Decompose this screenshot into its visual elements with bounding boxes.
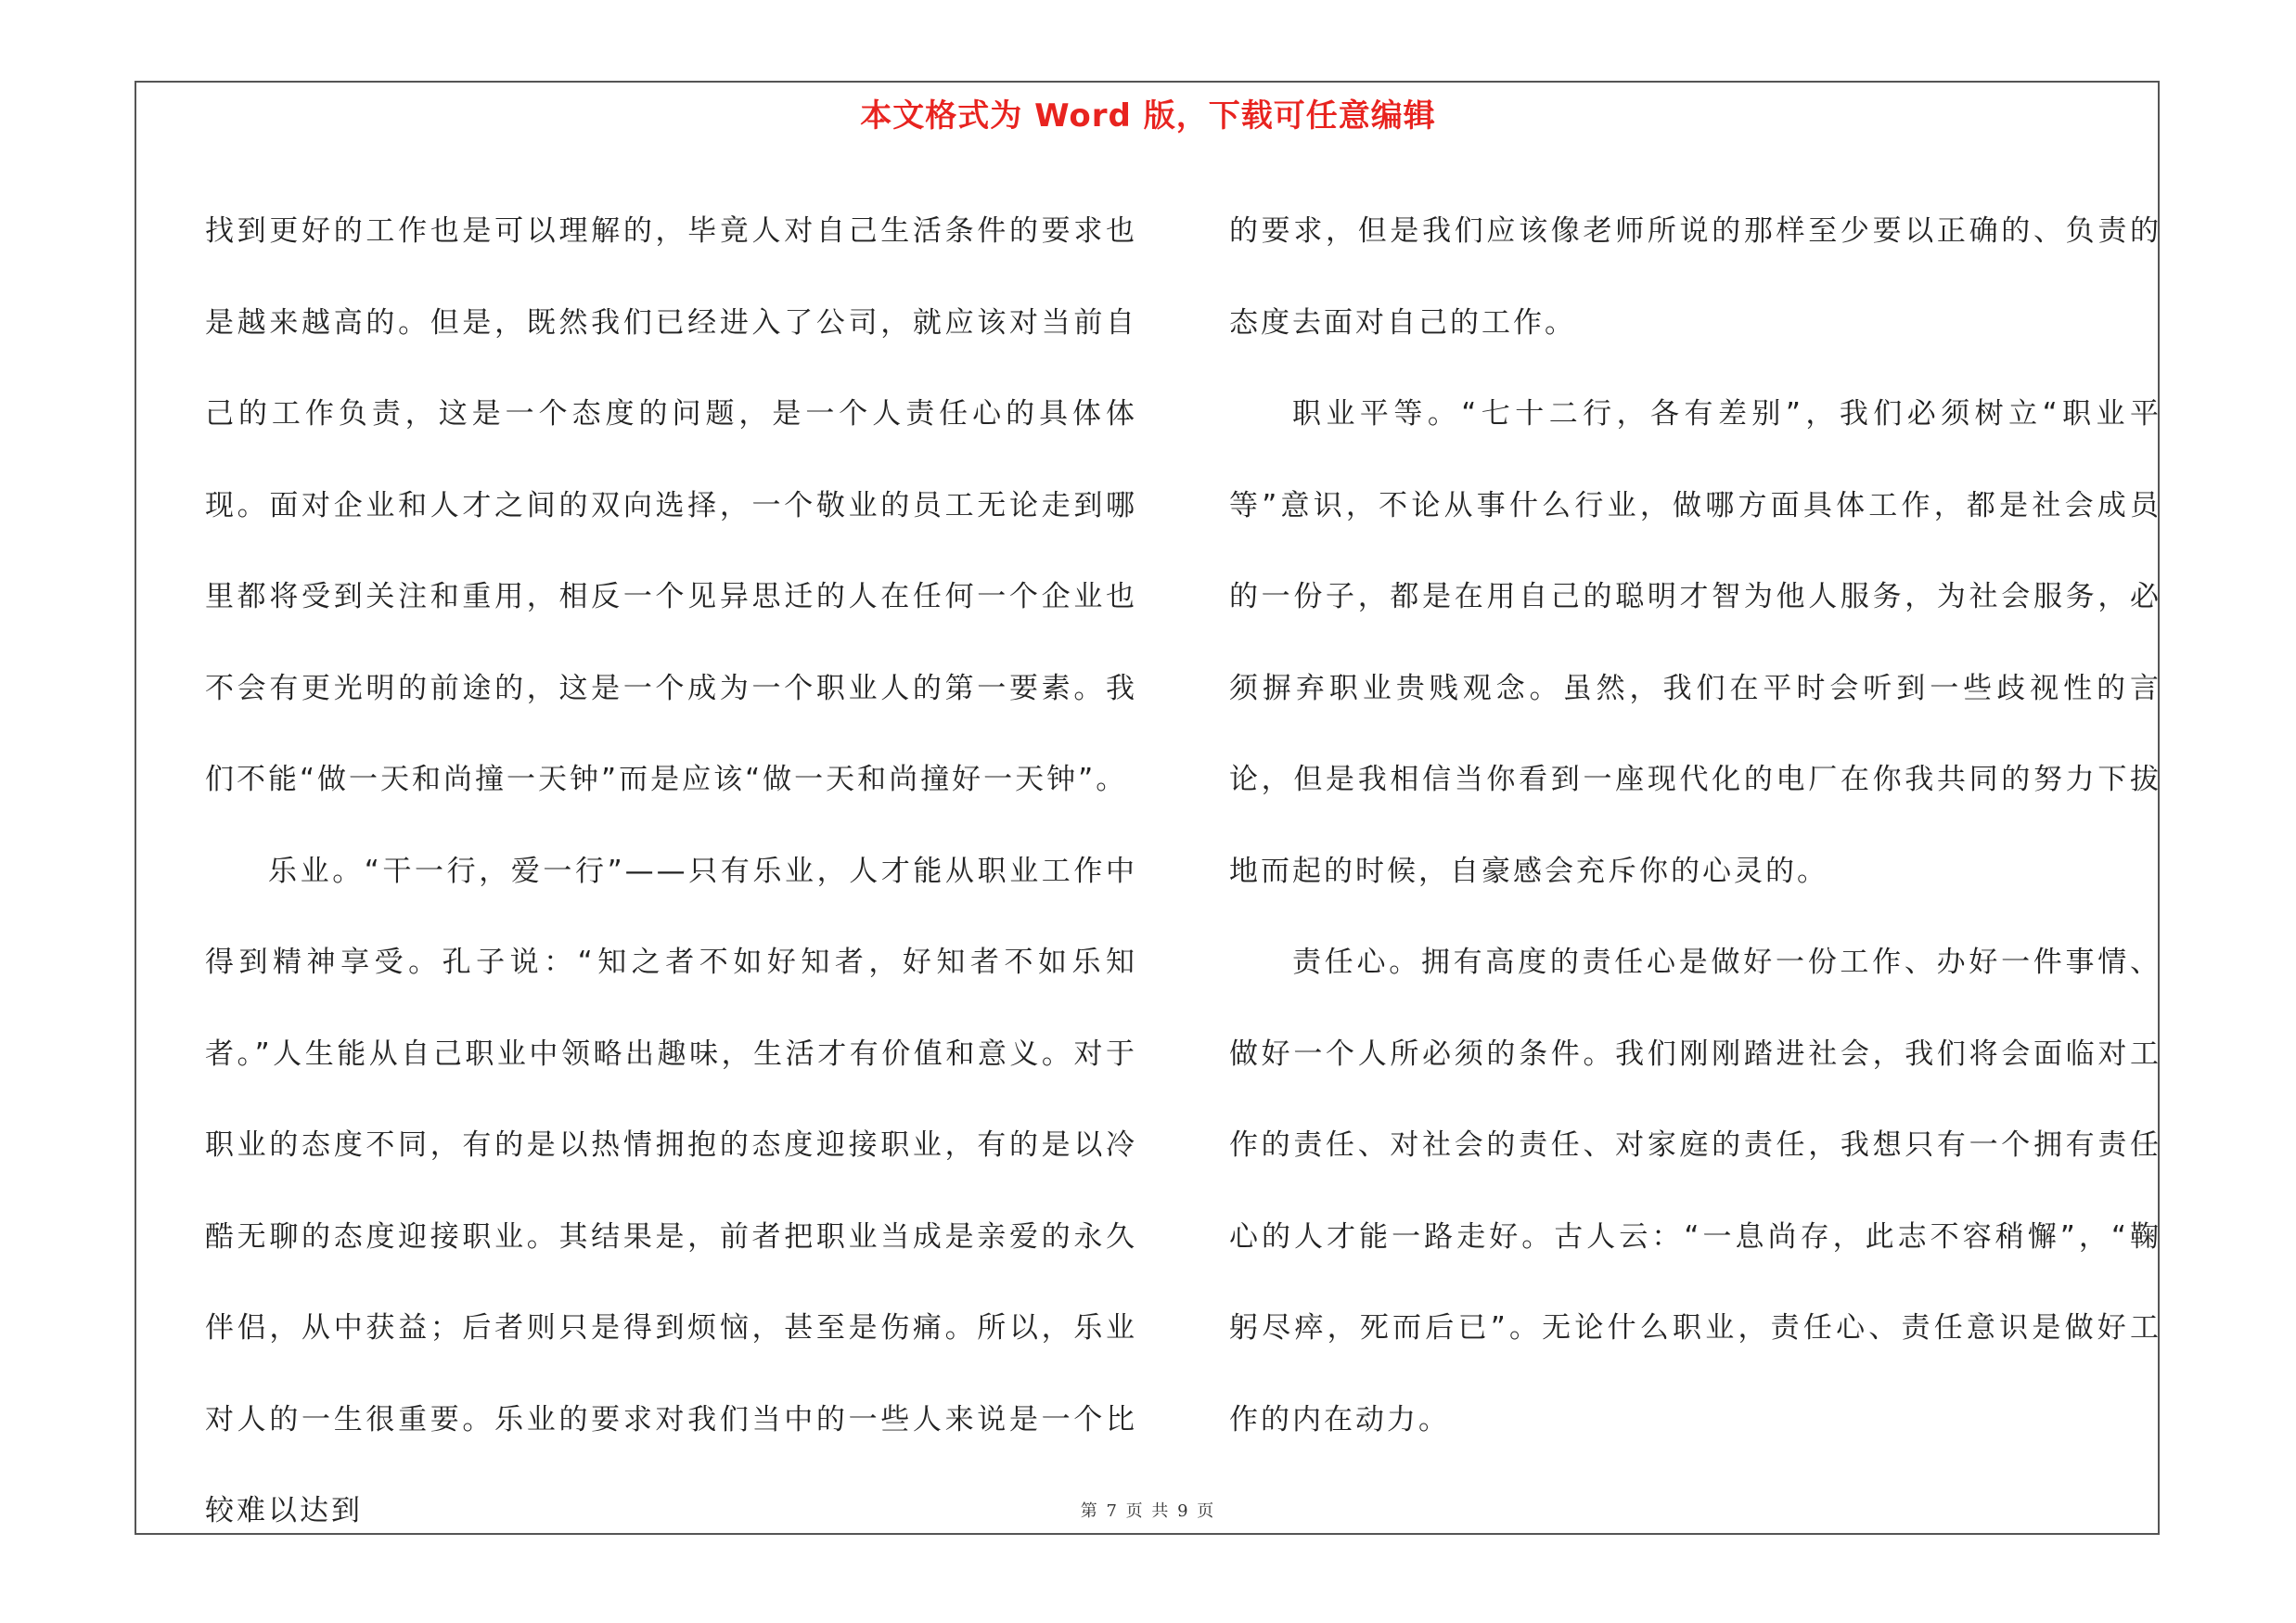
- right-text-column: [1229, 186, 2161, 1465]
- format-notice: 本文格式为 Word 版，下载可任意编辑: [860, 97, 1436, 135]
- body-paragraph: 的要求，但是我们应该像老师所说的那样至少要以正确的、负责的态度去面对自己的工作。: [1229, 214, 2161, 340]
- body-paragraph: 乐业。“干一行，爱一行”——只有乐业，人才能从职业工作中得到精神享受。孔子说：“知之者不如好知者，好知者不如乐知者。”人生能从自己职业中领略出趣味，生活才有价值和意义。对于职业的态度不同，有的是以热情拥抱的态度迎接职业，有的是以冷酷无聊的态度迎接职业。其结果是，前者把职业当成是亲爱的永久伴侣，从中获益；后者则只是得到烦恼，甚至是伤痛。所以，乐业对人的一生很重要。乐业的要求对我们当中的一些人来说是一个比较难以达到: [205, 854, 1137, 1527]
- body-paragraph: 职业平等。“七十二行，各有差别”，我们必须树立“职业平等”意识，不论从事什么行业，做哪方面具体工作，都是社会成员的一份子，都是在用自己的聪明才智为他人服务，为社会服务，必须摒弃职业贵贱观念。虽然，我们在平时会听到一些歧视性的言论，但是我相信当你看到一座现代化的电厂在你我共同的努力下拔地而起的时候，自豪感会充斥你的心灵的。: [1229, 397, 2161, 888]
- body-paragraph: 找到更好的工作也是可以理解的，毕竟人对自己生活条件的要求也是越来越高的。但是，既然我们已经进入了公司，就应该对当前自己的工作负责，这是一个态度的问题，是一个人责任心的具体体现。面对企业和人才之间的双向选择，一个敬业的员工无论走到哪里都将受到关注和重用，相反一个见异思迁的人在任何一个企业也不会有更光明的前途的，这是一个成为一个职业人的第一要素。我们不能“做一天和尚撞一天钟”而是应该“做一天和尚撞好一天钟”。: [205, 214, 1137, 796]
- left-text-column: [205, 186, 1137, 1557]
- body-paragraph: 责任心。拥有高度的责任心是做好一份工作、办好一件事情、做好一个人所必须的条件。我们刚刚踏进社会，我们将会面临对工作的责任、对社会的责任、对家庭的责任，我想只有一个拥有责任心的人才能一路走好。古人云：“一息尚存，此志不容稍懈”，“鞠躬尽瘁，死而后已”。无论什么职业，责任心、责任意识是做好工作的内在动力。: [1229, 946, 2161, 1436]
- page-number: 第 7 页 共 9 页: [1080, 1501, 1216, 1521]
